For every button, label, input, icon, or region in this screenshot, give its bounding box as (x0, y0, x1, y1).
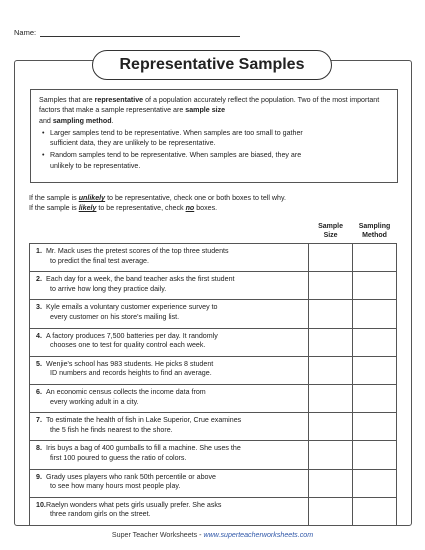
question-number: 5. (36, 359, 42, 368)
table-row (30, 328, 397, 356)
sampling-method-checkbox[interactable] (353, 328, 397, 356)
question-text: to see how many hours most people play. (50, 482, 181, 491)
sampling-method-checkbox[interactable] (353, 497, 397, 525)
table-row (30, 244, 397, 272)
question-text: first 100 poured to guess the ratio of colors. (50, 453, 187, 462)
question-text: A factory produces 7,500 batteries per day. It randomly (46, 331, 218, 340)
table-row (30, 441, 397, 469)
question-text: to arrive how long they practice daily. (50, 284, 167, 293)
intro-box (30, 89, 398, 183)
sample-size-checkbox[interactable] (309, 497, 353, 525)
question-cell (30, 244, 309, 272)
instruction-line (29, 193, 286, 203)
sample-size-checkbox[interactable] (309, 469, 353, 497)
question-text: chooses one to test for quality control each week. (50, 341, 206, 350)
question-number: 8. (36, 444, 42, 453)
sampling-method-checkbox[interactable] (353, 441, 397, 469)
questions-table (29, 220, 397, 526)
question-text: the 5 fish he finds nearest to the shore. (50, 425, 173, 434)
question-text: Raelyn wonders what pets girls usually prefer. She asks (46, 500, 222, 509)
intro-paragraph (39, 95, 389, 126)
sampling-method-checkbox[interactable] (353, 413, 397, 441)
question-number: 2. (36, 275, 42, 284)
sampling-method-checkbox[interactable] (353, 469, 397, 497)
footer-text: Super Teacher Worksheets - (111, 531, 204, 539)
question-text: every customer on his store's mailing list. (50, 312, 180, 321)
question-cell (30, 300, 309, 328)
bullet-text: Larger samples tend to be representative. When samples are too small to gather (50, 128, 303, 137)
table-row (30, 497, 397, 525)
question-cell (30, 469, 309, 497)
table-row (30, 300, 397, 328)
instruction-line (29, 203, 286, 213)
question-cell (30, 328, 309, 356)
question-cell (30, 384, 309, 412)
header-blank (30, 220, 309, 244)
header-sample-size: Sample Size (309, 220, 353, 244)
question-text: Grady uses players who rank 50th percentile or above (46, 472, 216, 481)
question-text: every working adult in a city. (50, 397, 139, 406)
table-header-row (30, 220, 397, 244)
intro-term-representative: representative (94, 96, 144, 104)
sample-size-checkbox[interactable] (309, 384, 353, 412)
question-number: 6. (36, 387, 42, 396)
bullet-icon: • (42, 151, 45, 160)
instructions (29, 193, 286, 213)
page-title: Representative Samples (119, 56, 305, 73)
question-number: 10. (36, 500, 46, 509)
intro-text: Two of the most important factors that make a sample representative are (39, 96, 380, 115)
sample-size-checkbox[interactable] (309, 356, 353, 384)
question-number: 1. (36, 247, 42, 255)
instruction-text: to be representative, check (96, 204, 186, 212)
bullet-item (39, 128, 389, 149)
question-text: Iris buys a bag of 400 gumballs to fill a machine. She uses the (46, 444, 241, 453)
sampling-method-checkbox[interactable] (353, 272, 397, 300)
question-text: To estimate the health of fish in Lake Superior, Crue examines (46, 416, 242, 425)
intro-text: of a population accurately reflect the population. (143, 96, 296, 104)
question-text: An economic census collects the income data from (46, 387, 206, 396)
name-input-line[interactable] (40, 29, 240, 37)
instruction-text: to be representative, check one or both boxes to tell why. (105, 194, 286, 202)
instruction-text: boxes. (194, 204, 218, 212)
question-text: to predict the final test average. (50, 256, 149, 265)
table-row (30, 356, 397, 384)
sample-size-checkbox[interactable] (309, 272, 353, 300)
question-cell (30, 356, 309, 384)
table-row (30, 469, 397, 497)
question-text: Kyle emails a voluntary customer experience survey to (46, 303, 218, 312)
title-banner (92, 50, 332, 80)
bullet-icon: • (42, 128, 45, 137)
instruction-emphasis: unlikely (78, 194, 106, 202)
sample-size-checkbox[interactable] (309, 328, 353, 356)
table-row (30, 272, 397, 300)
sampling-method-checkbox[interactable] (353, 300, 397, 328)
name-field-row (14, 28, 240, 37)
intro-term-sample-size: sample size (185, 106, 226, 115)
question-cell (30, 441, 309, 469)
question-text: Each day for a week, the band teacher asks the first student (46, 275, 235, 284)
question-number: 7. (36, 416, 42, 425)
question-text: Wenjie's school has 983 students. He picks 8 student (46, 359, 214, 368)
intro-text: . (111, 116, 114, 125)
instruction-emphasis: likely (78, 204, 97, 212)
sample-size-checkbox[interactable] (309, 300, 353, 328)
bullet-text: sufficient data, they are unlikely to be representative. (50, 139, 216, 148)
question-text: ID numbers and records heights to find an average. (50, 369, 212, 378)
table-row (30, 384, 397, 412)
name-label: Name: (14, 28, 37, 37)
footer-link[interactable]: www.superteacherworksheets.com (203, 531, 314, 539)
bullet-text: Random samples tend to be representative. When samples are biased, they are (50, 151, 302, 160)
header-sampling-method: Sampling Method (353, 220, 397, 244)
question-text: Mr. Mack uses the pretest scores of the top three students (46, 247, 229, 255)
question-cell (30, 272, 309, 300)
sampling-method-checkbox[interactable] (353, 384, 397, 412)
question-text: three random girls on the street. (50, 510, 151, 519)
sample-size-checkbox[interactable] (309, 413, 353, 441)
question-cell (30, 413, 309, 441)
sample-size-checkbox[interactable] (309, 441, 353, 469)
instruction-text: If the sample is (29, 194, 79, 202)
question-number: 3. (36, 303, 42, 312)
question-number: 4. (36, 331, 42, 340)
question-cell (30, 497, 309, 525)
footer (0, 531, 425, 539)
table-row (30, 413, 397, 441)
instruction-emphasis: no (185, 204, 195, 212)
instruction-text: If the sample is (29, 204, 79, 212)
intro-term-sampling-method: sampling method (52, 116, 112, 125)
sampling-method-checkbox[interactable] (353, 356, 397, 384)
intro-text: and (39, 116, 53, 125)
sampling-method-checkbox[interactable] (353, 244, 397, 272)
intro-text: Samples that are (39, 96, 95, 104)
bullet-item (39, 150, 389, 171)
sample-size-checkbox[interactable] (309, 244, 353, 272)
bullet-text: unlikely to be representative. (50, 161, 141, 170)
question-number: 9. (36, 472, 42, 481)
